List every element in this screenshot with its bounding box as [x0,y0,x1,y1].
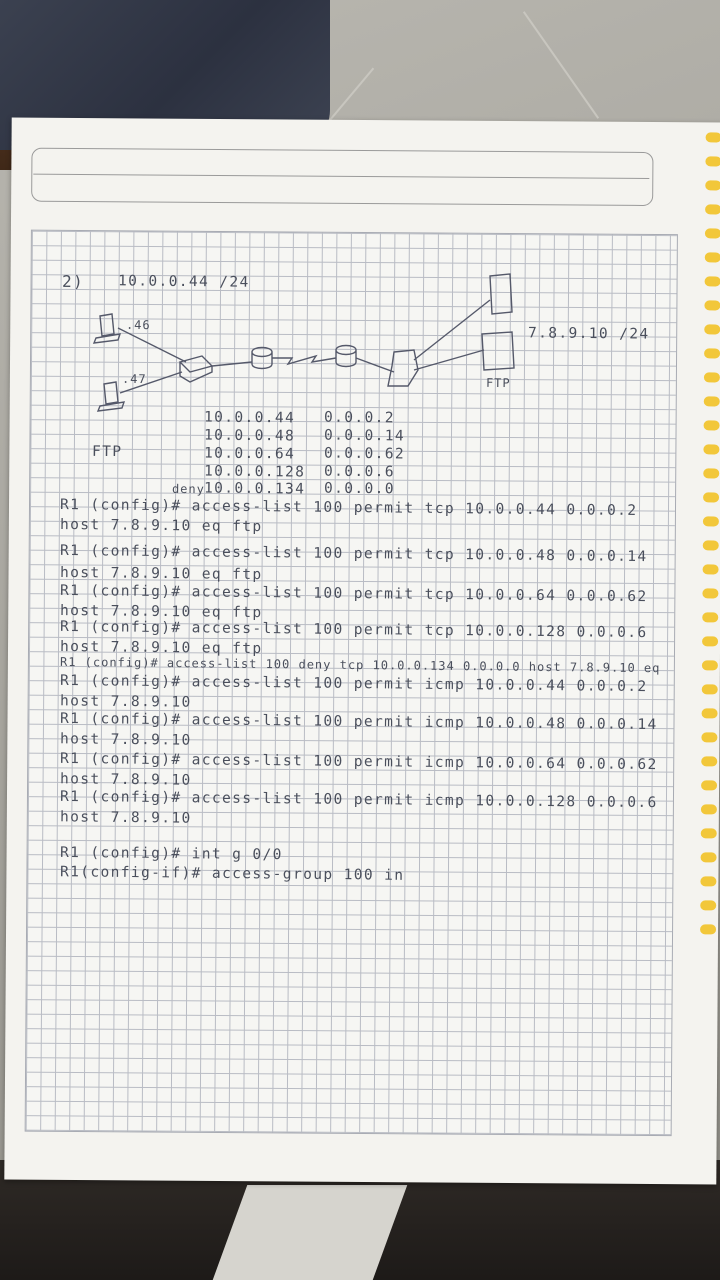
switch-left-icon [180,356,212,382]
table-net: 10.0.0.64 [203,445,296,463]
link-line [118,328,186,362]
command-line: R1 (config)# access-list 100 permit tcp 10.0.0.44 0.0.0.2 [59,496,638,520]
table-wildcard: 0.0.0.14 [323,427,406,445]
command-line: R1 (config)# int g 0/0 [59,844,283,864]
server-top-icon [490,274,512,314]
ftp-server-label: FTP [485,375,511,391]
link-line [414,350,484,370]
command-line: R1(config-if)# access-group 100 in [59,864,405,884]
router-right-icon [336,346,356,367]
server-network-label: 7.8.9.10 /24 [527,325,650,343]
host-b-label: .47 [121,371,147,387]
table-net: 10.0.0.44 [203,409,296,427]
command-line: host 7.8.9.10 eq ftp [59,516,263,536]
table-net: 10.0.0.128 [203,463,306,481]
command-line: R1 (config)# access-list 100 permit icmp 10.0.0.128 0.0.0.6 [59,788,658,812]
switch-right-icon [388,350,418,386]
command-line: R1 (config)# access-list 100 permit icmp 10.0.0.44 0.0.0.2 [59,672,648,696]
subnet-label: 10.0.0.44 /24 [117,273,250,291]
pc-host-top-icon [94,314,120,343]
table-wildcard: 0.0.0.2 [323,409,396,427]
problem-number: 2) [61,271,85,292]
command-line: R1 (config)# access-list 100 permit tcp 10.0.0.48 0.0.0.14 [59,542,648,566]
table-net: 10.0.0.48 [203,427,296,445]
command-line: host 7.8.9.10 eq ftp [59,602,263,622]
table-wildcard: 0.0.0.0 [323,480,396,498]
command-line: host 7.8.9.10 [59,771,192,789]
serial-link-line [272,356,336,364]
link-line [212,362,252,366]
command-line: host 7.8.9.10 eq ftp [59,564,263,584]
router-left-icon [252,348,272,369]
link-line [356,358,394,372]
ftp-label: FTP [91,443,123,461]
command-line: R1 (config)# access-list 100 deny tcp 10.0.0.134 0.0.0.0 host 7.8.9.10 eq [59,654,661,676]
table-wildcard: 0.0.0.62 [323,445,406,463]
command-line: host 7.8.9.10 [59,809,192,827]
deny-label: deny [171,481,205,497]
command-line: R1 (config)# access-list 100 permit tcp 10.0.0.64 0.0.0.62 [59,582,648,606]
host-a-label: .46 [125,317,151,333]
pc-host-bottom-icon [98,382,124,411]
command-line: R1 (config)# access-list 100 permit tcp 10.0.0.128 0.0.0.6 [59,618,648,642]
command-line: host 7.8.9.10 [59,731,192,749]
command-line: host 7.8.9.10 eq ftp [59,638,263,658]
table-wildcard: 0.0.0.6 [323,463,396,481]
server-ftp-icon [482,332,514,370]
table-net: 10.0.0.134 [203,480,306,498]
command-line: host 7.8.9.10 [59,693,192,711]
command-line: R1 (config)# access-list 100 permit icmp 10.0.0.64 0.0.0.62 [59,750,658,774]
command-line: R1 (config)# access-list 100 permit icmp 10.0.0.48 0.0.0.14 [59,710,658,734]
